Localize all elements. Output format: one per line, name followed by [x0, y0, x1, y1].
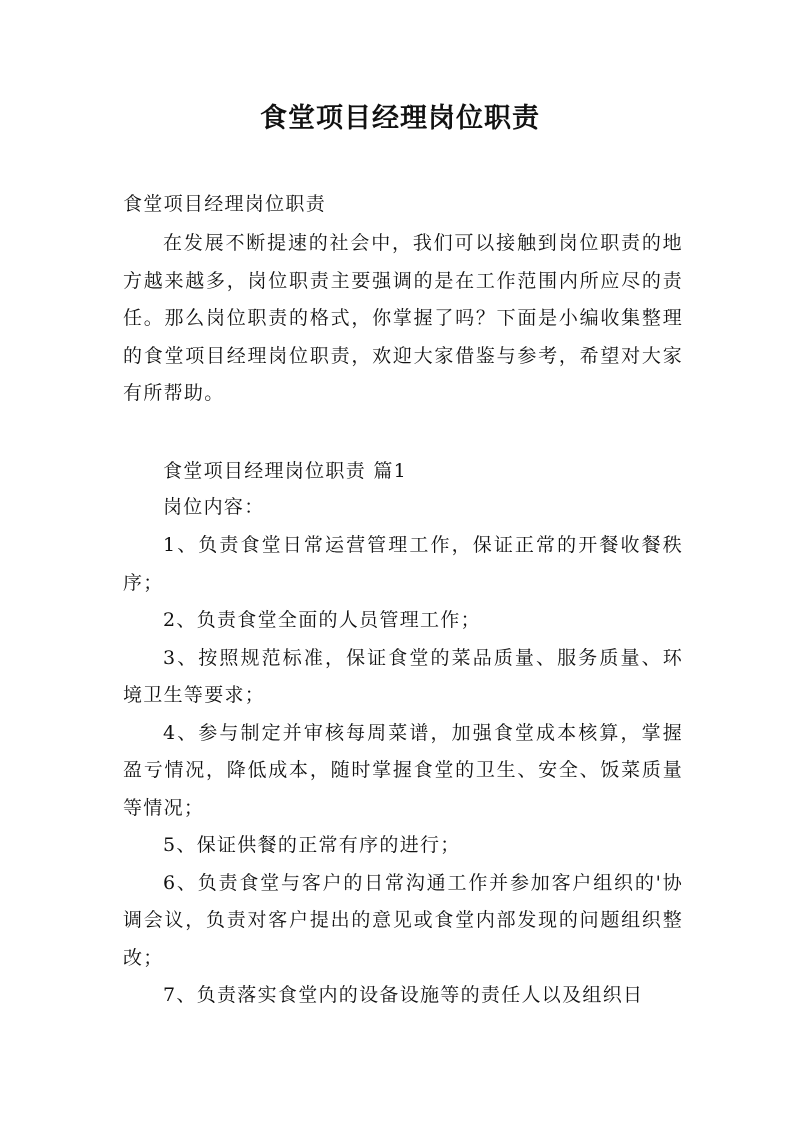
intro-paragraph: 在发展不断提速的社会中，我们可以接触到岗位职责的地方越来越多，岗位职责主要强调的是在工作范围内所应尽的责任。那么岗位职责的格式，你掌握了吗？下面是小编收集整理的食堂项目经理岗位职责，欢迎大家借鉴与参考，希望对大家有所帮助。	[123, 232, 683, 404]
duty-item-2: 2、负责食堂全面的人员管理工作；	[163, 609, 481, 631]
duty-item-4: 4、参与制定并审核每周菜谱，加强食堂成本核算，掌握盈亏情况，降低成本，随时掌握食堂的卫生、安全、饭菜质量等情况；	[123, 721, 683, 819]
duty-item-7: 7、负责落实食堂内的设备设施等的责任人以及组织日	[163, 984, 644, 1006]
duty-item-6: 6、负责食堂与客户的日常沟通工作并参加客户组织的'协调会议，负责对客户提出的意见或食堂内部发现的问题组织整改；	[123, 871, 683, 969]
duty-item-1: 1、负责食堂日常运营管理工作，保证正常的开餐收餐秩序；	[123, 534, 683, 594]
document-title: 食堂项目经理岗位职责	[260, 103, 540, 134]
duty-item-3: 3、按照规范标准，保证食堂的菜品质量、服务质量、环境卫生等要求；	[123, 646, 683, 706]
section-heading: 食堂项目经理岗位职责 篇1	[163, 460, 408, 482]
duty-item-5: 5、保证供餐的正常有序的进行；	[163, 834, 461, 856]
duty-list	[123, 527, 683, 1015]
content-label: 岗位内容：	[163, 496, 265, 518]
document-subtitle: 食堂项目经理岗位职责	[123, 193, 327, 215]
